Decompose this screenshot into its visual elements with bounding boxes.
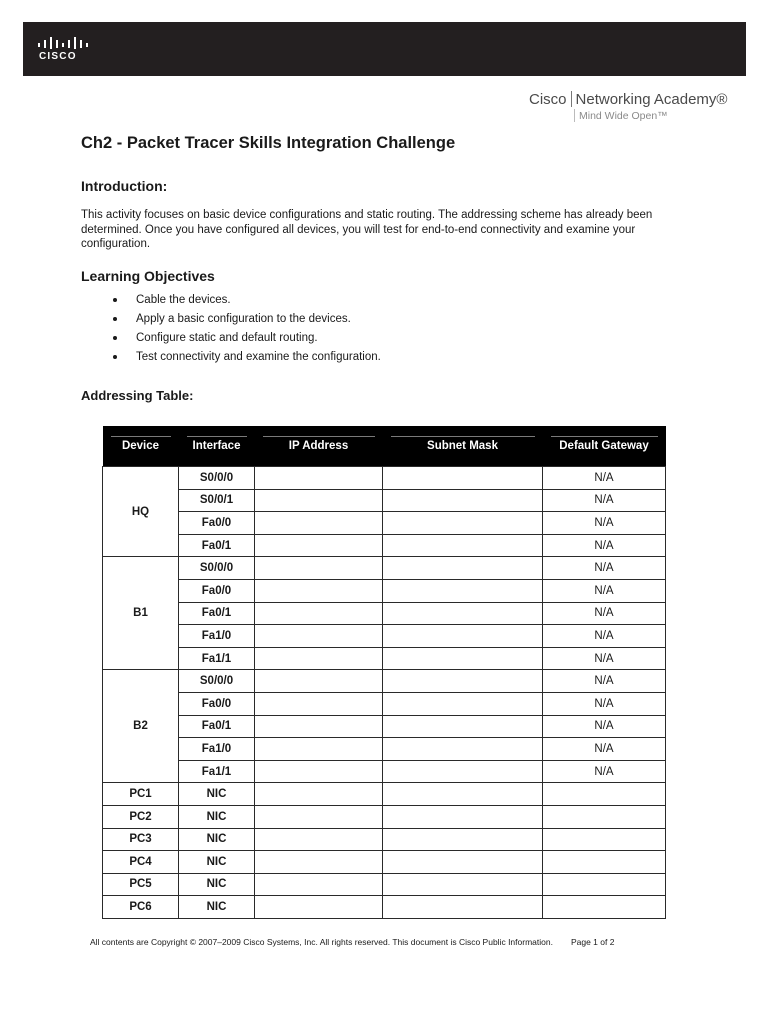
subnet-mask-cell [383,602,543,625]
table-row [103,647,666,670]
subnet-mask-cell [383,557,543,580]
objective-item: Cable the devices. [110,292,381,311]
interface-cell: NIC [179,873,255,896]
ip-address-cell [255,692,383,715]
objectives-list [110,292,381,368]
ip-address-cell [255,534,383,557]
objective-item: Configure static and default routing. [110,330,381,349]
interface-cell: Fa1/1 [179,760,255,783]
default-gateway-cell: N/A [543,557,666,580]
interface-cell: S0/0/0 [179,467,255,490]
academy-tagline: Mind Wide Open™ [579,110,668,122]
default-gateway-cell: N/A [543,579,666,602]
table-row [103,715,666,738]
default-gateway-cell: N/A [543,534,666,557]
ip-address-cell [255,828,383,851]
default-gateway-cell: N/A [543,670,666,693]
cisco-wordmark: CISCO [39,51,77,62]
ip-address-cell [255,783,383,806]
subnet-mask-cell [383,715,543,738]
ip-address-cell [255,760,383,783]
subnet-mask-cell [383,692,543,715]
ip-address-cell [255,467,383,490]
subnet-mask-cell [383,579,543,602]
table-row [103,534,666,557]
objective-item: Test connectivity and examine the configuration. [110,349,381,368]
bullet-icon [113,317,117,321]
table-row [103,828,666,851]
table-row [103,625,666,648]
ip-address-cell [255,512,383,535]
table-row [103,467,666,490]
default-gateway-cell: N/A [543,602,666,625]
table-body [103,467,666,919]
bullet-icon [113,298,117,302]
default-gateway-cell [543,896,666,919]
default-gateway-cell [543,828,666,851]
addressing-table [102,426,666,919]
objective-item: Apply a basic configuration to the devices. [110,311,381,330]
table-row [103,851,666,874]
table-row [103,670,666,693]
default-gateway-cell: N/A [543,512,666,535]
device-cell: PC3 [103,828,179,851]
ip-address-cell [255,625,383,648]
subnet-mask-cell [383,783,543,806]
interface-cell: S0/0/1 [179,489,255,512]
column-header: Device [103,426,179,467]
interface-cell: Fa1/1 [179,647,255,670]
subnet-mask-cell [383,828,543,851]
interface-cell: Fa1/0 [179,625,255,648]
ip-address-cell [255,579,383,602]
default-gateway-cell [543,851,666,874]
table-row [103,579,666,602]
ip-address-cell [255,715,383,738]
default-gateway-cell: N/A [543,715,666,738]
table-row [103,692,666,715]
subnet-mask-cell [383,512,543,535]
table-row [103,805,666,828]
interface-cell: NIC [179,783,255,806]
default-gateway-cell [543,805,666,828]
subnet-mask-cell [383,534,543,557]
cisco-bars-icon [38,37,88,50]
device-cell: B1 [103,557,179,670]
default-gateway-cell: N/A [543,467,666,490]
table-row [103,738,666,761]
subnet-mask-cell [383,670,543,693]
bullet-icon [113,355,117,359]
interface-cell: NIC [179,851,255,874]
column-header: IP Address [255,426,383,467]
subnet-mask-cell [383,805,543,828]
ip-address-cell [255,738,383,761]
ip-address-cell [255,896,383,919]
table-header-row [103,426,666,467]
ip-address-cell [255,873,383,896]
footer [90,937,614,947]
subnet-mask-cell [383,625,543,648]
default-gateway-cell [543,873,666,896]
subnet-mask-cell [383,873,543,896]
subnet-mask-cell [383,896,543,919]
device-cell: B2 [103,670,179,783]
cisco-logo [37,35,89,63]
interface-cell: Fa0/0 [179,692,255,715]
interface-cell: NIC [179,896,255,919]
subnet-mask-cell [383,851,543,874]
default-gateway-cell: N/A [543,647,666,670]
default-gateway-cell [543,783,666,806]
interface-cell: Fa0/1 [179,602,255,625]
ip-address-cell [255,851,383,874]
table-row [103,602,666,625]
document-title: Ch2 - Packet Tracer Skills Integration Challenge [81,134,456,152]
bullet-icon [113,336,117,340]
column-header: Subnet Mask [383,426,543,467]
ip-address-cell [255,805,383,828]
ip-address-cell [255,647,383,670]
academy-name: Networking Academy® [575,91,728,108]
ip-address-cell [255,557,383,580]
page-number: Page 1 of 2 [570,937,615,947]
introduction-heading: Introduction: [81,178,168,194]
networking-academy-logo [529,91,743,122]
table-row [103,873,666,896]
device-cell: PC4 [103,851,179,874]
interface-cell: S0/0/0 [179,670,255,693]
interface-cell: Fa0/0 [179,579,255,602]
academy-brand: Cisco [529,91,567,108]
default-gateway-cell: N/A [543,489,666,512]
interface-cell: Fa0/0 [179,512,255,535]
interface-cell: NIC [179,805,255,828]
table-row [103,489,666,512]
addressing-heading: Addressing Table: [81,388,194,403]
table-row [103,783,666,806]
default-gateway-cell: N/A [543,625,666,648]
copyright-text: All contents are Copyright © 2007–2009 Cisco Systems, Inc. All rights reserved. This document is Cisco Public Information. [90,937,553,947]
device-cell: HQ [103,467,179,557]
subnet-mask-cell [383,760,543,783]
header-band [23,22,746,76]
interface-cell: Fa1/0 [179,738,255,761]
column-header: Default Gateway [543,426,666,467]
objectives-heading: Learning Objectives [81,268,215,284]
subnet-mask-cell [383,647,543,670]
interface-cell: Fa0/1 [179,534,255,557]
ip-address-cell [255,489,383,512]
subnet-mask-cell [383,467,543,490]
ip-address-cell [255,602,383,625]
column-header: Interface [179,426,255,467]
ip-address-cell [255,670,383,693]
interface-cell: S0/0/0 [179,557,255,580]
introduction-text: This activity focuses on basic device configurations and static routing. The addressing scheme has already been determined. Once you have configured all devices, you will test for end-to-end connectivity and examine your configuration. [81,209,653,250]
table-row [103,557,666,580]
default-gateway-cell: N/A [543,760,666,783]
interface-cell: NIC [179,828,255,851]
device-cell: PC1 [103,783,179,806]
default-gateway-cell: N/A [543,692,666,715]
subnet-mask-cell [383,489,543,512]
device-cell: PC2 [103,805,179,828]
table-row [103,896,666,919]
device-cell: PC6 [103,896,179,919]
default-gateway-cell: N/A [543,738,666,761]
table-row [103,512,666,535]
device-cell: PC5 [103,873,179,896]
table-row [103,760,666,783]
interface-cell: Fa0/1 [179,715,255,738]
subnet-mask-cell [383,738,543,761]
